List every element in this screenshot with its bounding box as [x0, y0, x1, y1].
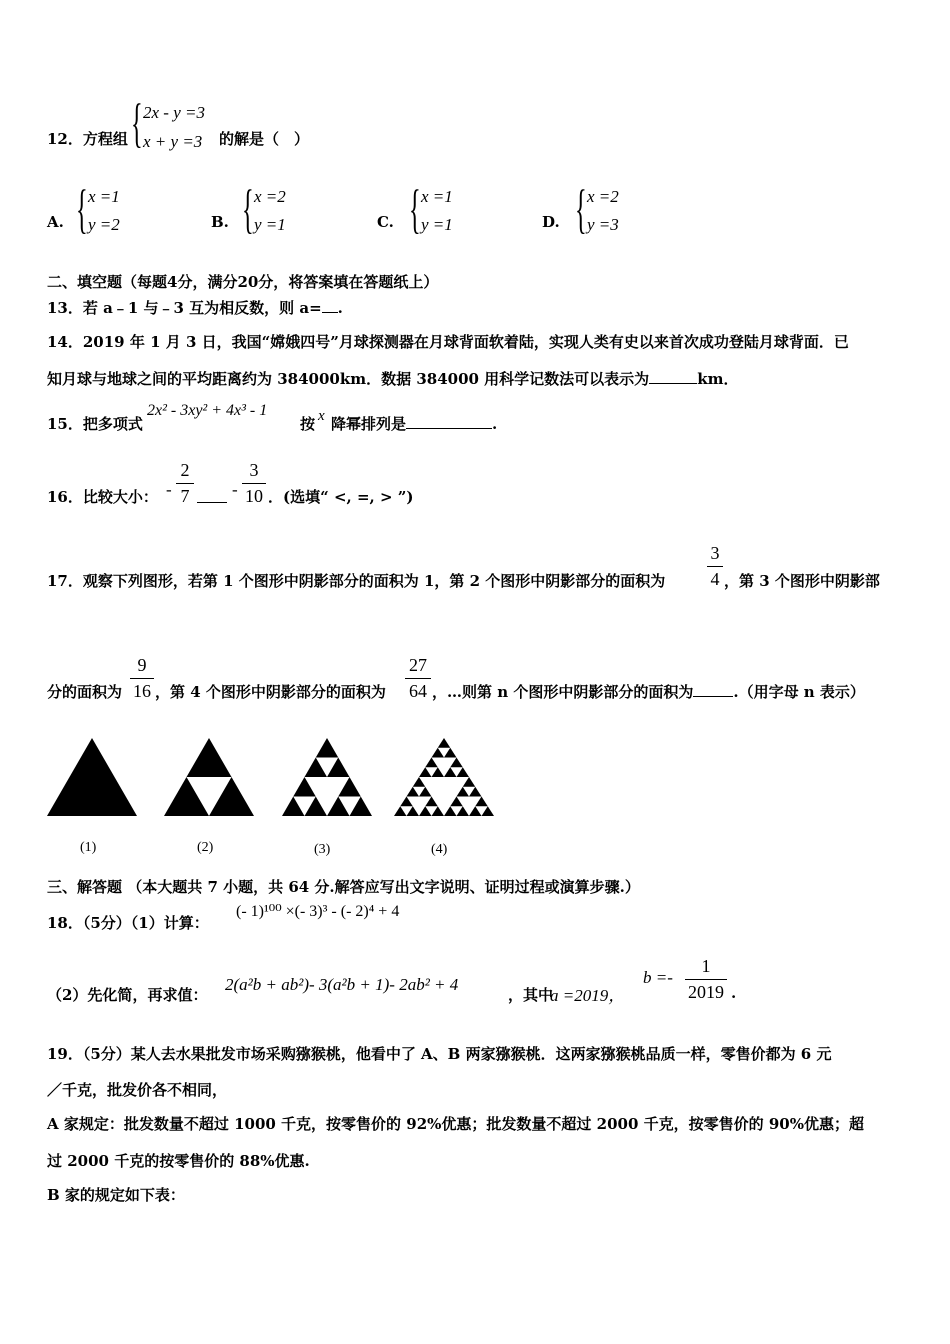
shaded-triangle: [482, 806, 495, 816]
q13: [47, 297, 343, 318]
q17-fraction-3: [405, 655, 431, 702]
denominator: 16: [133, 681, 151, 701]
q17-fraction-1: [707, 543, 723, 590]
shaded-triangle: [338, 777, 361, 797]
shaded-triangle: [419, 787, 432, 797]
q16-answer-blank[interactable]: [197, 502, 227, 503]
option-brace: {: [575, 179, 587, 239]
option-brace: {: [409, 179, 421, 239]
q13-end: .: [337, 299, 343, 317]
denominator: 10: [245, 486, 263, 506]
figure-caption: (3): [314, 842, 331, 857]
option-eq1: x =2: [254, 187, 286, 206]
shaded-triangle: [293, 777, 316, 797]
q18-a-value: a =2019，: [550, 986, 626, 1005]
figure-1: [47, 738, 137, 816]
q15-mid: 按: [300, 415, 316, 433]
option-letter: A.: [47, 213, 64, 231]
figure-4: [394, 738, 494, 816]
option-eq2: y =1: [254, 215, 286, 234]
q16-neg-2: -: [232, 480, 238, 499]
denominator: 7: [180, 486, 190, 506]
shaded-triangle: [432, 748, 445, 758]
q14-line2: [47, 368, 738, 389]
q19-line4: 过 2000 千克的按零售价的 88%优惠.: [47, 1152, 310, 1170]
numerator: 27: [409, 655, 427, 675]
q15-var: x: [318, 408, 325, 424]
q15-text: 降幂排列是: [331, 415, 407, 433]
q16-label: 16．比较大小：: [47, 488, 158, 506]
numerator: 3: [710, 543, 720, 563]
q18-part2: （2）先化简，再求值：: [47, 986, 208, 1004]
q17-text: ，…则第 n 个图形中阴影部分的面积为: [432, 683, 694, 701]
figure-caption: (2): [197, 840, 214, 855]
q17-line2-mid: ，第 4 个图形中阴影部分的面积为: [155, 683, 386, 701]
q13-text: 13．若 a﹣1 与﹣3 互为相反数，则 a=: [47, 299, 322, 317]
shaded-triangle: [457, 787, 470, 797]
option-brace: {: [76, 179, 88, 239]
q17-line2-start: 分的面积为: [47, 683, 123, 701]
shaded-triangle: [450, 797, 463, 807]
q12-label: 12．方程组: [47, 130, 128, 148]
q19-line2: ／千克，批发价各不相同，: [47, 1081, 228, 1099]
q19-line5: B 家的规定如下表：: [47, 1186, 185, 1204]
q12-brace: {: [131, 93, 143, 153]
shaded-triangle: [425, 758, 438, 768]
q15-polynomial: 2x² - 3xy² + 4x³ - 1: [147, 402, 268, 419]
figure-caption: (1): [80, 840, 97, 855]
q17-answer-blank[interactable]: [693, 696, 733, 697]
option-eq1: x =2: [587, 187, 619, 206]
q15-answer-blank[interactable]: [406, 428, 492, 429]
q18-part1: 18．（5分）（1）计算：: [47, 914, 209, 932]
option-letter: C.: [377, 213, 394, 231]
option-eq1: x =1: [88, 187, 120, 206]
option-eq2: y =1: [421, 215, 453, 234]
denominator: 64: [409, 681, 427, 701]
shaded-triangle: [475, 797, 488, 807]
shaded-triangle: [444, 767, 457, 777]
q12-eq2: x + y =3: [143, 132, 203, 151]
shaded-triangle: [419, 806, 432, 816]
shaded-triangle: [450, 758, 463, 768]
q12-suffix: 的解是（ ）: [219, 130, 310, 148]
numerator: 3: [249, 460, 259, 480]
q18-end: .: [731, 984, 737, 1002]
shaded-triangle: [457, 767, 470, 777]
q19-line3: A 家规定：批发数量不超过 1000 千克，按零售价的 92%优惠；批发数量不超过 2000 千克，按零售价的 90%优惠；超: [47, 1115, 864, 1133]
shaded-triangle: [407, 787, 420, 797]
numerator: 2: [180, 460, 190, 480]
figure-caption: (4): [431, 842, 448, 857]
section-3-heading: 三、解答题 （本大题共 7 小题，共 64 分.解答应写出文字说明、证明过程或演算步骤.）: [47, 878, 640, 896]
numerator: 1: [701, 956, 711, 976]
q14-text: 知月球与地球之间的平均距离约为 384000km．数据 384000 用科学记数法可以表示为: [47, 370, 650, 388]
shaded-triangle: [282, 797, 305, 817]
shaded-triangle: [432, 767, 445, 777]
shaded-triangle: [305, 758, 328, 778]
q14-answer-blank[interactable]: [649, 383, 697, 384]
shaded-triangle: [305, 797, 328, 817]
shaded-triangle: [463, 777, 476, 787]
q16-hint: ．(选填“ <, =, > ”): [268, 488, 414, 506]
shaded-triangle: [327, 758, 350, 778]
q16-neg-1: -: [166, 480, 172, 499]
q12-eq1: 2x - y =3: [143, 103, 205, 122]
q18-expression-2: 2(a²b + ab²)- 3(a²b + 1)- 2ab² + 4: [225, 975, 459, 994]
shaded-triangle: [419, 767, 432, 777]
shaded-triangle: [438, 738, 451, 748]
figure-3: [282, 738, 372, 816]
option-eq2: y =2: [88, 215, 120, 234]
shaded-triangle: [407, 806, 420, 816]
shaded-triangle: [413, 777, 426, 787]
shaded-triangle: [400, 797, 413, 807]
shaded-triangle: [316, 738, 339, 758]
q18-b-fraction: [685, 956, 727, 1003]
q19-line1: 19．（5分）某人去水果批发市场采购猕猴桃，他看中了 A、B 两家猕猴桃．这两家猕猴桃品质一样，零售价都为 6 元: [47, 1045, 832, 1063]
shaded-triangle: [444, 748, 457, 758]
q14-line1: 14．2019 年 1 月 3 日，我国“嫦娥四号”月球探测器在月球背面软着陆，实现人类有史以来首次成功登陆月球背面．已: [47, 333, 849, 351]
shaded-triangle: [444, 806, 457, 816]
q15-label: 15．把多项式: [47, 415, 143, 433]
shaded-triangle: [457, 806, 470, 816]
q18-expression-1: (- 1)¹⁰⁰ ×(- 3)³ - (- 2)⁴ + 4: [236, 903, 400, 920]
shaded-triangle: [469, 787, 482, 797]
q17-line1: 17．观察下列图形，若第 1 个图形中阴影部分的面积为 1，第 2 个图形中阴影部分的面积为: [47, 572, 666, 590]
option-letter: D.: [542, 213, 560, 231]
denominator: 4: [710, 569, 720, 589]
figure-2: [164, 738, 254, 816]
sierpinski-figures: [44, 736, 506, 860]
q16-fraction-1: [176, 460, 194, 507]
q14-unit: km．: [697, 370, 739, 388]
shaded-triangle: [394, 806, 407, 816]
shaded-triangle: [327, 797, 350, 817]
q18-b-label: b =-: [643, 968, 673, 987]
q17-line2-end: [432, 681, 865, 702]
option-eq1: x =1: [421, 187, 453, 206]
q18-where: ，其中: [508, 986, 554, 1004]
q15-end: 降幂排列是 .: [331, 415, 498, 433]
numerator: 9: [137, 655, 147, 675]
option-letter: B.: [211, 213, 229, 231]
shaded-triangle: [350, 797, 373, 817]
denominator: 2019: [688, 982, 724, 1002]
option-brace: {: [242, 179, 254, 239]
q13-answer-blank[interactable]: [322, 312, 338, 313]
shaded-triangle: [432, 806, 445, 816]
shaded-triangle: [425, 797, 438, 807]
option-eq2: y =3: [587, 215, 619, 234]
shaded-triangle: [469, 806, 482, 816]
q17-fraction-2: [130, 655, 154, 702]
q17-hint: .（用字母 n 表示）: [733, 683, 865, 701]
q16-fraction-2: [242, 460, 266, 507]
section-2-heading: 二、填空题（每题4分，满分20分，将答案填在答题纸上）: [47, 273, 439, 291]
q17-line1-end: ，第 3 个图形中阴影部: [724, 572, 880, 590]
